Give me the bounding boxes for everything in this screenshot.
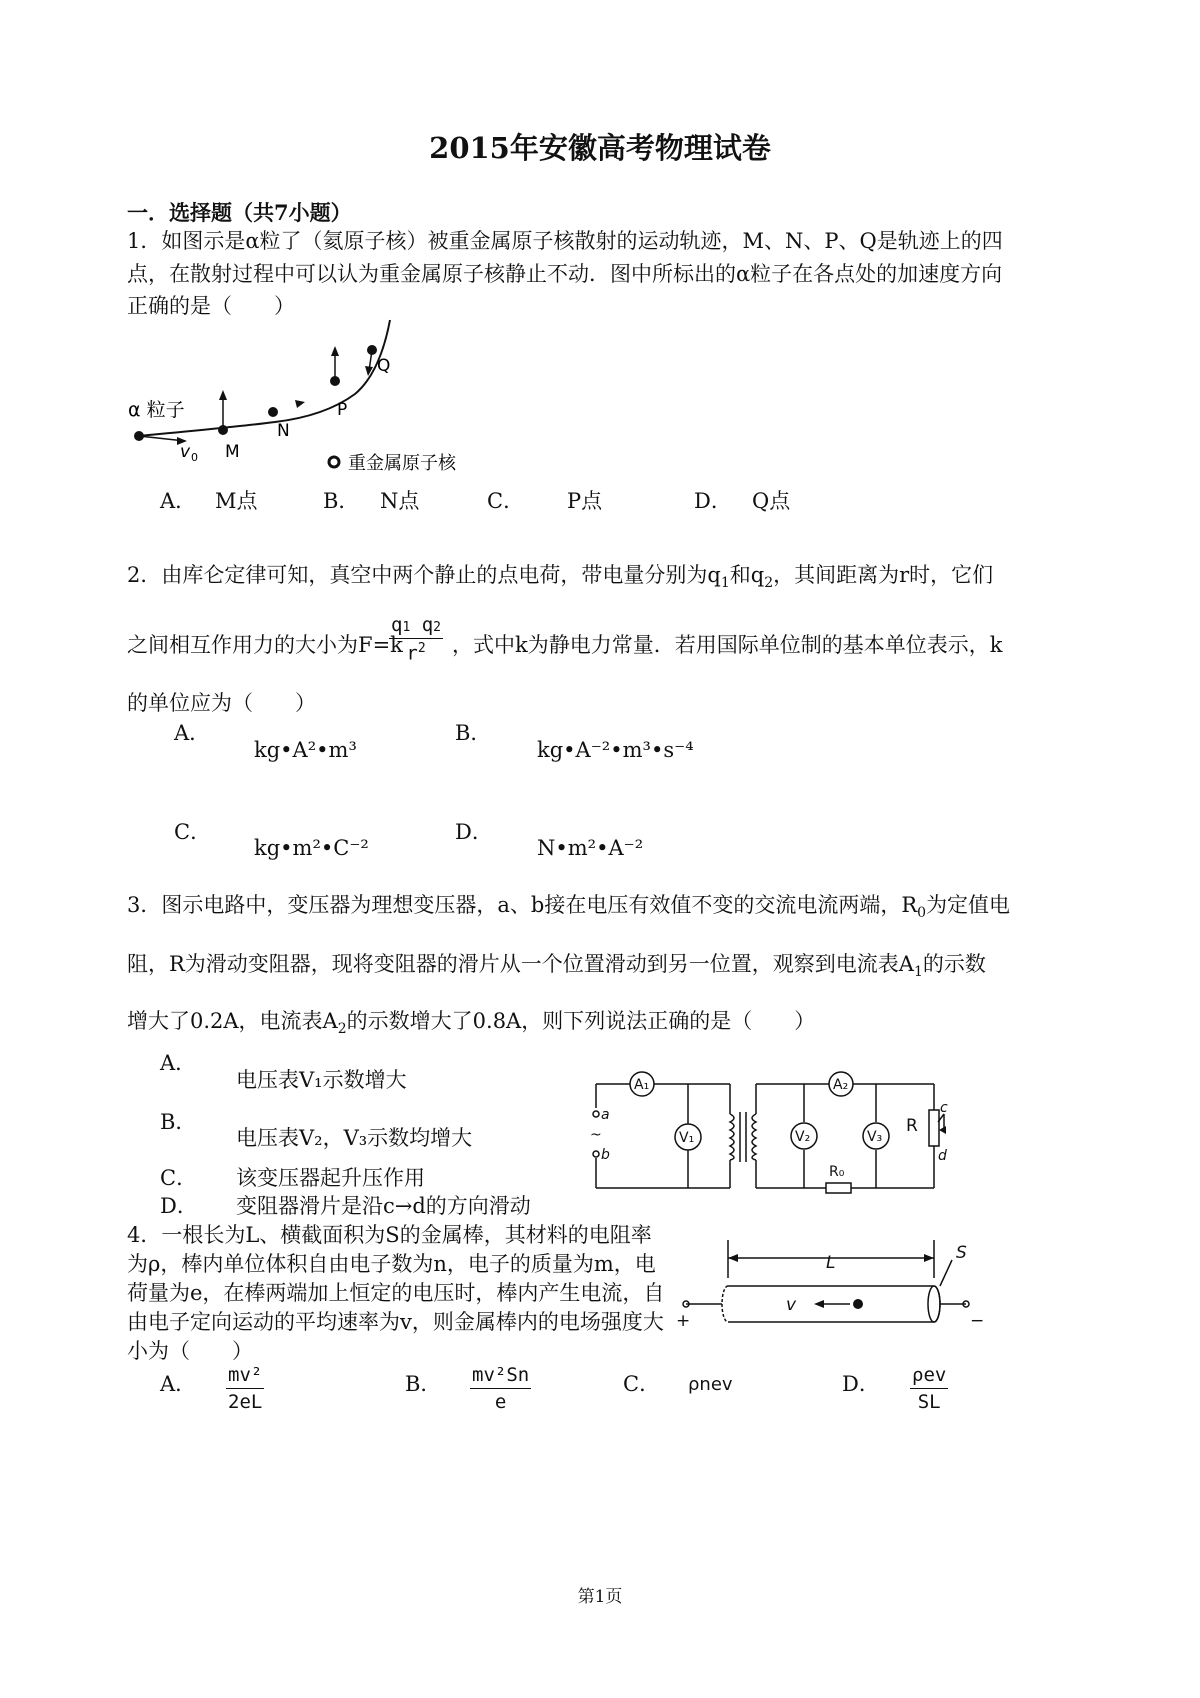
electron-dot <box>853 1299 863 1309</box>
q4-line1: 4．一根长为L、横截面积为S的金属棒，其材料的电阻率 <box>127 1223 652 1247</box>
q2-line2b: ，式中k为静电力常量．若用国际单位制的基本单位表示，k <box>452 633 1003 657</box>
q4-line2: 为ρ，棒内单位体积自由电子数为n，电子的质量为m，电 <box>127 1252 656 1276</box>
q3-option-b-text: 电压表V₂，V₃示数均增大 <box>236 1126 473 1150</box>
page-number: 第1页 <box>577 1587 623 1607</box>
q3-circuit-figure <box>588 1064 960 1196</box>
q3-line2: 阻，R为滑动变阻器，现将变阻器的滑片从一个位置滑动到另一位置，观察到电流表$A_1$的示数 <box>127 952 986 981</box>
q2-option-c-letter: C． <box>174 820 212 844</box>
q2-line1: 2．由库仑定律可知，真空中两个静止的点电荷，带电量分别为$q_1$和$q_2$，其间距离为r时，它们 <box>127 563 994 592</box>
q4-rod-figure <box>672 1230 992 1330</box>
q3-option-c-letter: C． <box>160 1166 198 1190</box>
label-a2: A₂ <box>833 1077 849 1093</box>
q1-option-d-text: Q点 <box>752 489 791 513</box>
q3-line3: 增大了0.2A，电流表$A_2$的示数增大了0.8A，则下列说法正确的是（ ） <box>127 1009 816 1038</box>
page-title: 2015年安徽高考物理试卷 <box>429 131 771 165</box>
q3-option-d-text: 变阻器滑片是沿c→d的方向滑动 <box>236 1194 531 1218</box>
label-length-l: L <box>826 1253 836 1273</box>
q4-option-b-fraction: $\frac{\text{mv²Sn}}{e}$ <box>472 1364 530 1413</box>
nucleus-icon <box>329 457 339 467</box>
q1-line3: 正确的是（ ） <box>127 294 295 318</box>
secondary-coil-icon <box>752 1114 756 1160</box>
point-n-dot <box>268 407 278 417</box>
label-m: M <box>225 442 240 462</box>
q1-option-b-letter: B． <box>323 489 360 513</box>
q4-option-c-text: ρnev <box>688 1374 733 1395</box>
label-v2: V₂ <box>795 1129 811 1145</box>
v0-subscript: 0 <box>191 451 198 464</box>
q2-option-a-text: kg•A²•m³ <box>254 738 357 762</box>
q2-option-c-text: kg•m²•C⁻² <box>254 836 369 860</box>
q3-option-b-letter: B． <box>160 1110 197 1134</box>
q1-option-c-text: P点 <box>567 489 603 513</box>
q3-option-a-text: 电压表V₁示数增大 <box>236 1068 407 1092</box>
label-p: P <box>337 400 348 420</box>
label-area-s: S <box>956 1243 967 1263</box>
v0-label: v <box>180 442 191 462</box>
q2-option-b-text: kg•A⁻²•m³•s⁻⁴ <box>537 738 694 762</box>
q1-line2: 点，在散射过程中可以认为重金属原子核静止不动．图中所标出的α粒子在各点处的加速度方向 <box>127 262 1003 286</box>
q3-line1: 3．图示电路中，变压器为理想变压器，a、b接在电压有效值不变的交流电流两端，$R_0$为定值电 <box>127 893 1011 922</box>
label-plus: + <box>676 1311 691 1330</box>
nucleus-label: 重金属原子核 <box>348 453 456 474</box>
label-c: c <box>940 1100 948 1116</box>
q2-option-a-letter: A． <box>174 721 211 745</box>
q3-option-d-letter: D． <box>160 1194 198 1218</box>
q2-option-d-letter: D． <box>455 820 493 844</box>
q4-line4: 由电子定向运动的平均速率为v，则金属棒内的电场强度大 <box>127 1310 664 1334</box>
label-v3: V₃ <box>867 1129 883 1145</box>
q4-option-d-letter: D． <box>842 1372 880 1396</box>
q1-line1: 1．如图示是α粒了（氦原子核）被重金属原子核散射的运动轨迹，M、N、P、Q是轨迹上的四 <box>127 229 1003 253</box>
q4-line3: 荷量为e，在棒两端加上恒定的电压时，棒内产生电流，自 <box>127 1281 665 1305</box>
q2-option-b-letter: B． <box>455 721 492 745</box>
label-a: a <box>601 1107 610 1123</box>
rheostat-r-icon <box>929 1110 939 1146</box>
q4-option-d-fraction: ρev SL <box>912 1364 947 1413</box>
ac-source-icon: ~ <box>590 1127 602 1143</box>
resistor-r0-icon <box>826 1183 851 1193</box>
q1-option-b-text: N点 <box>380 489 420 513</box>
q1-option-c-letter: C． <box>487 489 525 513</box>
q4-option-c-letter: C． <box>623 1372 661 1396</box>
label-r: R <box>906 1116 918 1136</box>
q3-option-a-letter: A． <box>160 1051 197 1075</box>
q3-option-c-text: 该变压器起升压作用 <box>236 1166 425 1190</box>
primary-coil-icon <box>730 1114 734 1160</box>
label-q: Q <box>377 356 391 376</box>
label-r0: R₀ <box>829 1164 845 1180</box>
label-a1: A₁ <box>634 1077 650 1093</box>
label-v1: V₁ <box>679 1130 695 1146</box>
q2-option-d-text: N•m²•A⁻² <box>537 836 644 860</box>
label-minus: − <box>970 1311 985 1330</box>
q4-option-a-letter: A． <box>160 1372 197 1396</box>
q2-line3: 的单位应为（ ） <box>127 691 316 715</box>
q1-option-a-text: M点 <box>215 489 258 513</box>
q4-option-b-letter: B． <box>405 1372 442 1396</box>
label-d: d <box>938 1148 947 1164</box>
q1-scattering-figure <box>125 318 495 483</box>
label-b: b <box>601 1147 610 1163</box>
coulomb-fraction: $\frac{q1 q2}{r^2}$ <box>391 614 441 665</box>
label-n: N <box>277 421 290 441</box>
section-heading: 一．选择题（共7小题） <box>127 200 352 225</box>
alpha-particle-label: α 粒子 <box>128 399 185 421</box>
q4-option-a-fraction: $\frac{\text{mv²}}{2eL}$ <box>228 1364 263 1413</box>
q4-line5: 小为（ ） <box>127 1339 253 1363</box>
q2-line2a: 之间相互作用力的大小为F=k <box>127 633 403 657</box>
q1-option-a-letter: A． <box>160 489 197 513</box>
q1-option-d-letter: D． <box>694 489 732 513</box>
label-velocity-v: v <box>786 1295 797 1315</box>
